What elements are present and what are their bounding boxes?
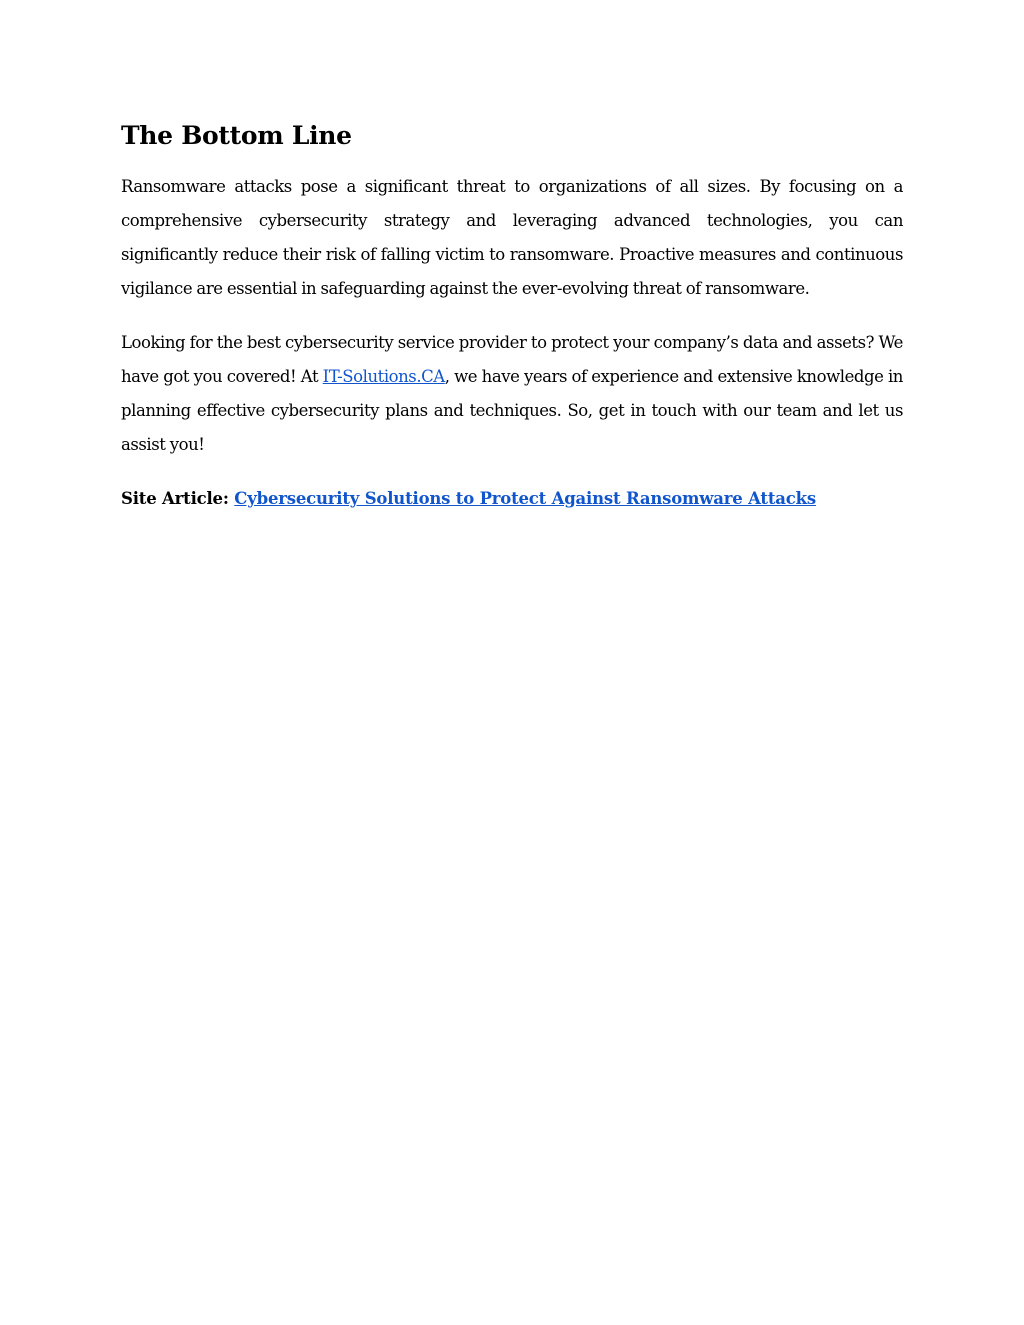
contact-text-end: , we have years of experience and extensive knowledge in planning effective cybersecurity plans and techniques. So, get in touch with our team and let us assist you!	[121, 367, 903, 454]
section-heading: The Bottom Line	[121, 121, 352, 150]
site-article-label: Site Article:	[121, 489, 229, 508]
site-article-link[interactable]: Cybersecurity Solutions to Protect Against Ransomware Attacks	[234, 489, 816, 508]
contact-paragraph	[121, 326, 903, 462]
summary-paragraph: Ransomware attacks pose a significant threat to organizations of all sizes. By focusing on a comprehensive cybersecurity strategy and leveraging advanced technologies, you can significantly reduce their risk of falling victim to ransomware. Proactive measures and continuous vigilance are essential in safeguarding against the ever-evolving threat of ransomware.	[121, 177, 903, 298]
document-page	[121, 112, 903, 516]
site-article-line	[121, 482, 903, 516]
contact-text-start: Looking for the best cybersecurity service provider to protect your company’s data and assets? We have got you covered! At	[121, 333, 903, 386]
it-solutions-link[interactable]: IT-Solutions.CA	[322, 367, 445, 386]
